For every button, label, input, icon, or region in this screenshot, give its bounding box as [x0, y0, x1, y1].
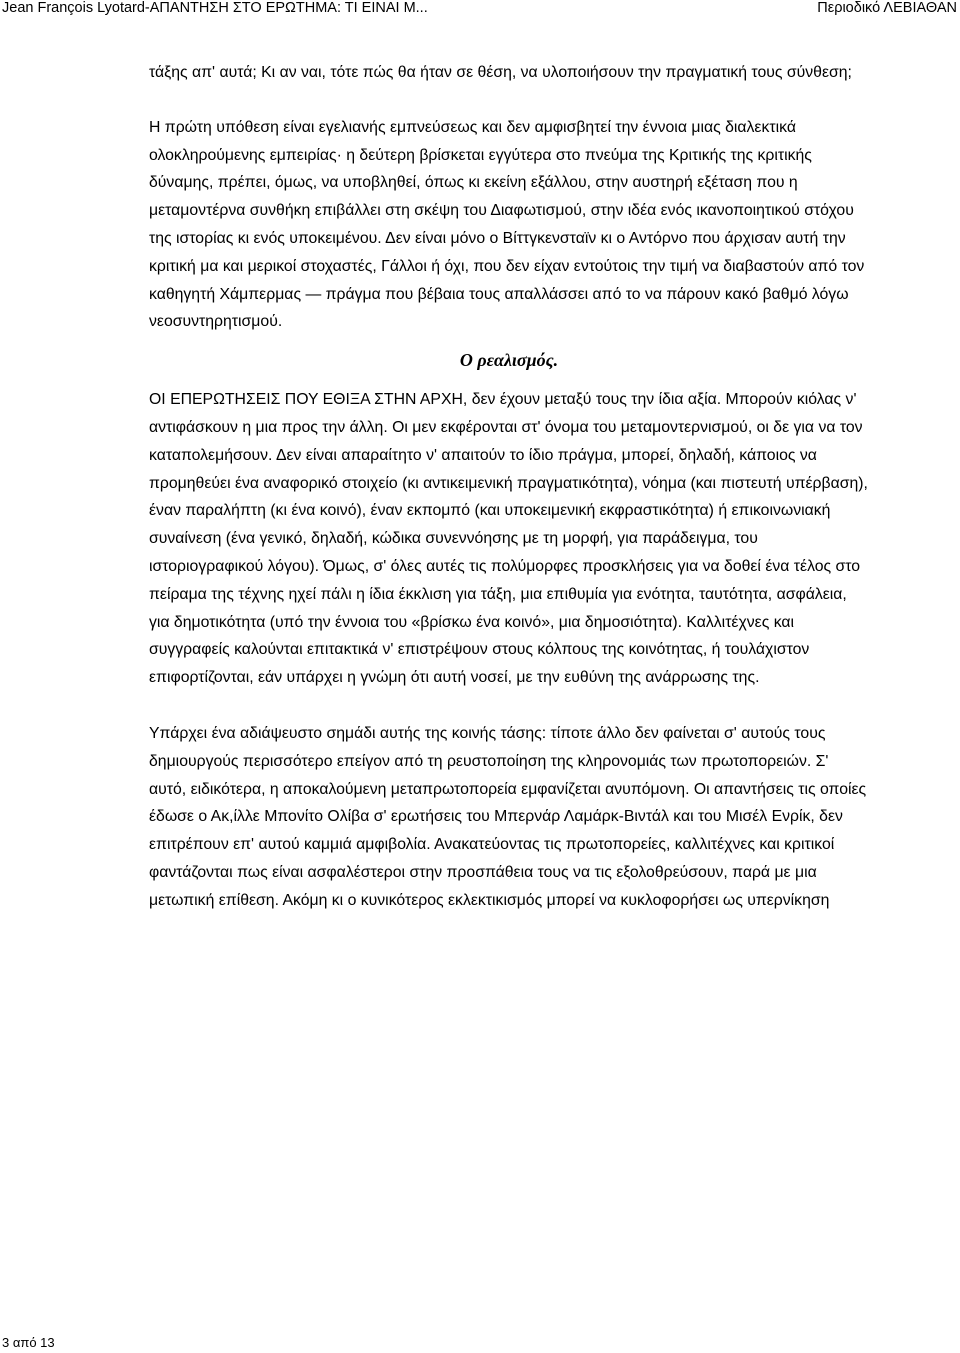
paragraph-spacer: [149, 87, 869, 114]
section-heading: Ο ρεαλισμός.: [459, 350, 559, 371]
paragraph-4: Υπάρχει ένα αδιάψευστο σημάδι αυτής της κοινής τάσης: τίποτε άλλο δεν φαίνεται σ' αυτούς τους δημιουργούς περισσότερο επείγον από τη ρευστοποίηση της κληρονομιάς των πρωτοπορειών. Σ' αυτό, ειδικότερα, η αποκαλούμενη μεταπρωτοπορεία εμφανίζεται ανυπόμονη. Οι απαντήσεις τις οποίες έδωσε ο Ακ,ίλλε Μπονίτο Ολίβα σ' ερωτήσεις του Μπερνάρ Λαμάρκ-Βιντάλ και του Μισέλ Ενρίκ, δεν επιτρέπουν επ' αυτού καμμιά αμφιβολία. Ανακατεύοντας τις πρωτοπορείες, καλλιτέχνες και κριτικοί φαντάζονται πως είναι ασφαλέστεροι στην προσπάθεια τους να τις εξολοθρεύσουν, παρά με μια μετωπική επίθεση. Ακόμη κι ο κυνικότερος εκλεκτικισμός μπορεί να κυκλοφορήσει ως υπερνίκηση: [149, 724, 867, 909]
paragraph-1: τάξης απ' αυτά; Κι αν ναι, τότε πώς θα ήταν σε θέση, να υλοποιήσουν την πραγματική τους σύνθεση;: [149, 64, 852, 81]
page-number: 3 από 13: [2, 1335, 55, 1350]
document-title: Jean François Lyotard-ΑΠΑΝΤΗΣΗ ΣΤΟ ΕΡΩΤΗΜΑ: ΤΙ ΕΙΝΑΙ Μ...: [2, 0, 428, 16]
journal-name: Περιοδικό ΛΕΒΙΑΘΑΝ: [817, 0, 957, 16]
paragraph-spacer: [149, 692, 869, 720]
article-body: [149, 59, 869, 915]
paragraph-2: Η πρώτη υπόθεση είναι εγελιανής εμπνεύσεως και δεν αμφισβητεί την έννοια μιας διαλεκτικά ολοκληρούμενης εμπειρίας· η δεύτερη βρίσκεται εγγύτερα στο πνεύμα της Κριτικής της κριτικής δύναμης, πρέπει, όμως, να υποβληθεί, όπως κι εκείνη εξάλλου, στην αυστηρή εξέταση που η μεταμοντέρνα συνθήκη επιβάλλει στη σκέψη του Διαφωτισμού, στην ιδέα ενός ικανοποιητικού στόχου της ιστορίας κι ενός υποκειμένου. Δεν είναι μόνο ο Βίττγκενσταϊν κι ο Αντόρνο που άρχισαν αυτή την κριτική μα και μερικοί στοχαστές, Γάλλοι ή όχι, που δεν είχαν εντούτοις την τιμή να διαβαστούν από τον καθηγητή Χάμπερμας — πράγμα που βέβαια τους απαλλάσσει από το να πάρουν κακό βαθμό λόγω νεοσυντηρητισμού.: [149, 118, 865, 331]
paragraph-3: ΟΙ ΕΠΕΡΩΤΗΣΕΙΣ ΠΟΥ ΕΘΙΞΑ ΣΤΗΝ ΑΡΧΗ, δεν έχουν μεταξύ τους την ίδια αξία. Μπορούν κιόλας ν' αντιφάσκουν η μια προς την άλλη. Οι μεν εκφέρονται στ' όνομα του μεταμοντερνισμού, οι δε για να τον καταπολεμήσουν. Δεν είναι απαραίτητο ν' απαιτούν το ίδιο πράγμα, μπορεί, δηλαδή, κάποιος να προμηθεύει ένα αναφορικό στοιχείο (κι αντικειμενική πραγματικότητα), νόημα (και πιστευτή υπέρβαση), έναν παραλήπτη (κι ένα κοινό), έναν εκπομπό (και υποκειμενική εκφραστικότητα) ή επικοινωνιακή συναίνεση (ένα γενικό, δηλαδή, κώδικα συνεννόησης με τη μορφή, για παράδειγμα, του ιστοριογραφικού λόγου). Όμως, σ' όλες αυτές τις πολύμορφες προσκλήσεις για να δοθεί ένα τέλος στο πείραμα της τέχνης ηχεί πάλι η ίδια έκκλιση για τάξη, μια επιθυμία για ενότητα, ταυτότητα, ασφάλεια, για δημοτικότητα (υπό την έννοια του «βρίσκω ένα κοινό», μια δημοσιότητα). Καλλιτέχνες και συγγραφείς καλούνται επιτακτικά ν' επιστρέψουν στους κόλπους της κοινότητας, ή τουλάχιστον επιφορτίζονται, εάν υπάρχει η γνώμη ότι αυτή νοσεί, με την ευθύνη της ανάρρωσης της.: [149, 391, 868, 687]
